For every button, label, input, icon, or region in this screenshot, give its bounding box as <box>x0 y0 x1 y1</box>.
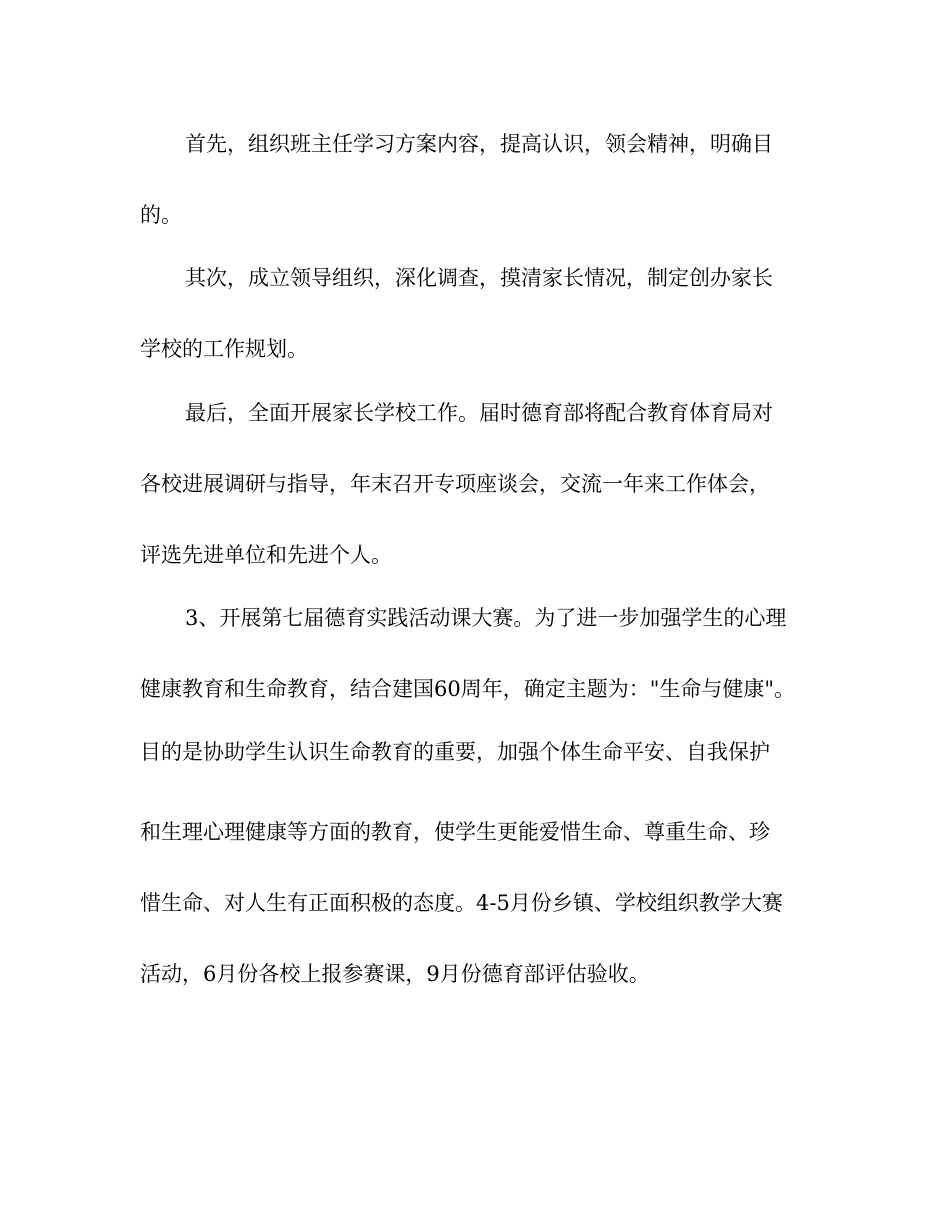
paragraph-line: 目的是协助学生认识生命教育的重要，加强个体生命平安、自我保护 <box>140 740 770 764</box>
paragraph-line: 首先，组织班主任学习方案内容，提高认识，领会精神，明确目 <box>185 132 773 156</box>
paragraph-line: 评选先进单位和先进个人。 <box>140 543 392 567</box>
paragraph-line: 惜生命、对人生有正面积极的态度。4-5月份乡镇、学校组织教学大赛 <box>140 891 783 915</box>
paragraph-line: 其次，成立领导组织，深化调查，摸清家长情况，制定创办家长 <box>185 266 773 290</box>
paragraph-line: 健康教育和生命教育，结合建国60周年，确定主题为："生命与健康"。 <box>140 677 796 701</box>
paragraph-line: 学校的工作规划。 <box>140 337 308 361</box>
paragraph-line: 活动，6月份各校上报参赛课，9月份德育部评估验收。 <box>140 962 650 986</box>
paragraph-line: 最后，全面开展家长学校工作。届时德育部将配合教育体育局对 <box>185 401 773 425</box>
paragraph-line: 各校进展调研与指导，年末召开专项座谈会，交流一年来工作体会， <box>140 472 770 496</box>
paragraph-line: 3、开展第七届德育实践活动课大赛。为了进一步加强学生的心理 <box>185 606 787 630</box>
paragraph-line: 和生理心理健康等方面的教育，使学生更能爱惜生命、尊重生命、珍 <box>140 820 770 844</box>
paragraph-line: 的。 <box>140 203 182 227</box>
